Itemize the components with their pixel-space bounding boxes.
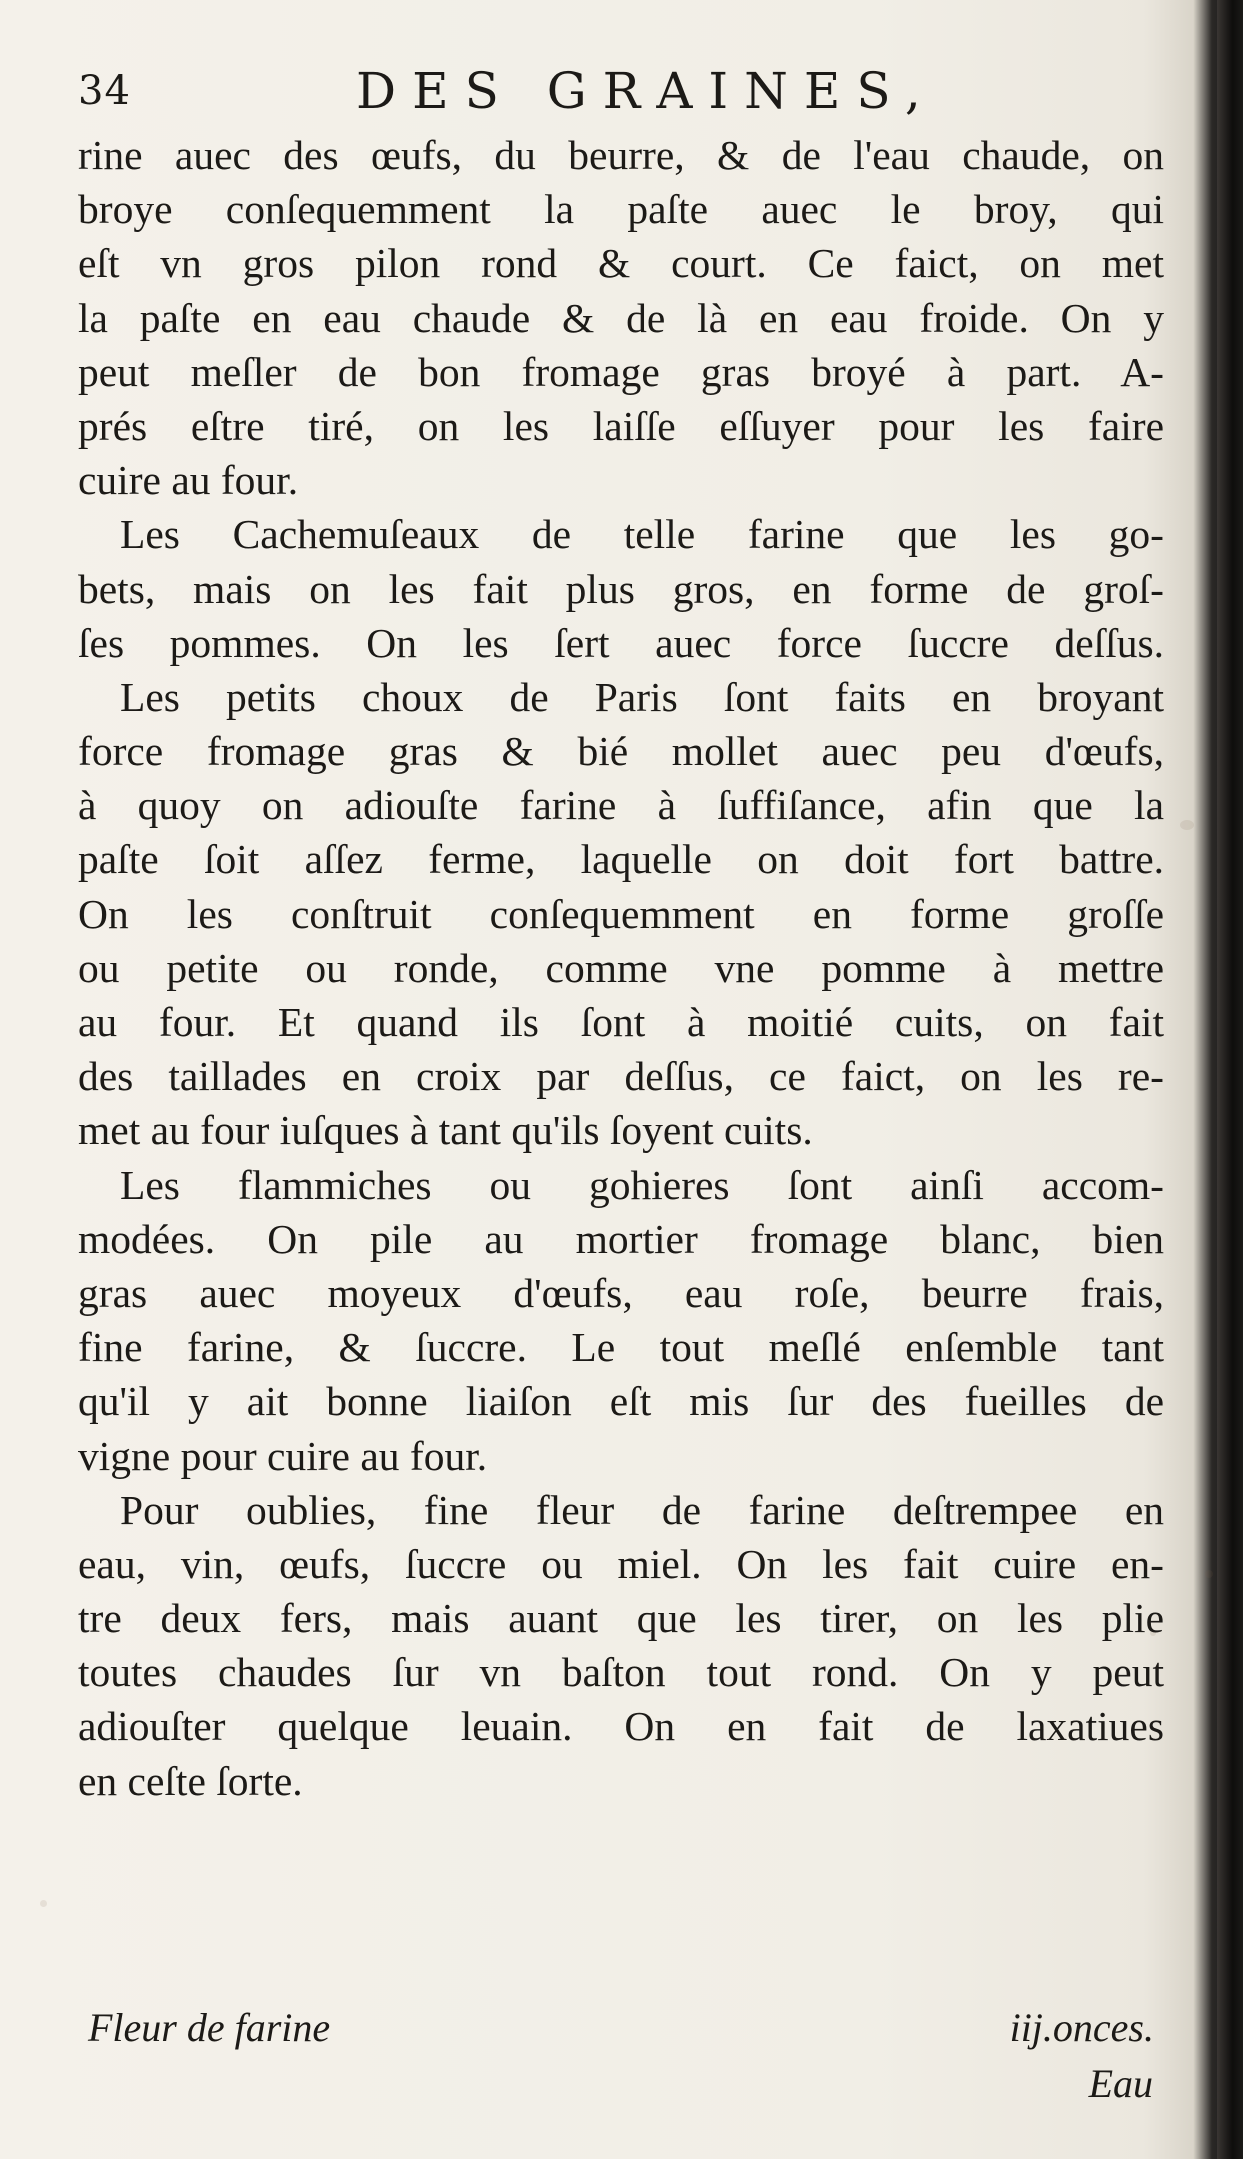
text-line: cuire au four. [78, 457, 299, 504]
page-number: 34 [78, 68, 131, 114]
text-line: gras auec moyeux d'œufs, eau roſe, beurre frais, [78, 1269, 1164, 1316]
paragraph [78, 1483, 1164, 1808]
text-line: Les flammiches ou gohieres ſont ainſi accom- [120, 1161, 1164, 1208]
body-text [78, 128, 1164, 1808]
text-line: broye conſequemment la paſte auec le broy, qui [78, 186, 1164, 233]
text-line: eſt vn gros pilon rond & court. Ce faict, on met [78, 240, 1164, 287]
text-line: peut meſler de bon fromage gras broyé à part. A- [78, 348, 1164, 395]
text-line: On les conſtruit conſequemment en forme groſſe [78, 890, 1164, 937]
catchword: Eau [1088, 2061, 1153, 2106]
text-line: Pour oublies, fine fleur de farine deſtrempee en [120, 1486, 1164, 1533]
text-line: qu'il y ait bonne liaiſon eſt mis ſur des fueilles de [78, 1378, 1164, 1425]
text-line: force fromage gras & bié mollet auec peu d'œufs, [78, 728, 1164, 775]
paper-stain [1205, 1570, 1213, 1578]
text-line: la paſte en eau chaude & de là en eau froide. On y [78, 294, 1164, 341]
text-line: eau, vin, œufs, ſuccre ou miel. On les fait cuire en- [78, 1540, 1164, 1587]
paragraph [78, 1158, 1164, 1483]
text-line: modées. On pile au mortier fromage blanc, bien [78, 1215, 1164, 1262]
text-line: vigne pour cuire au four. [78, 1432, 488, 1479]
text-line: met au four iuſques à tant qu'ils ſoyent cuits. [78, 1107, 813, 1154]
recipe-ingredient-line [88, 2004, 1158, 2056]
text-line: adiouſter quelque leuain. On en fait de laxatiues [78, 1703, 1164, 1750]
paper-stain [40, 1900, 47, 1907]
text-line: paſte ſoit aſſez ferme, laquelle on doit fort battre. [78, 836, 1164, 883]
paragraph [78, 670, 1164, 1158]
text-line: rine auec des œufs, du beurre, & de l'eau chaude, on [78, 132, 1164, 178]
text-line: fine farine, & ſuccre. Le tout meſlé enſemble tant [78, 1324, 1164, 1371]
text-line: tre deux fers, mais auant que les tirer, on les plie [78, 1595, 1164, 1642]
text-line: Les petits choux de Paris ſont faits en broyant [120, 673, 1164, 720]
text-line: en ceſte ſorte. [78, 1757, 303, 1804]
ingredient-quantity: iij.onces. [1009, 2005, 1154, 2050]
text-line: ſes pommes. On les ſert auec force ſuccre deſſus. [78, 619, 1164, 666]
text-line: au four. Et quand ils ſont à moitié cuits, on fait [78, 999, 1164, 1045]
text-line: bets, mais on les fait plus gros, en forme de groſ- [78, 565, 1164, 612]
paper-stain [1180, 820, 1194, 830]
text-line: Les Cachemuſeaux de telle farine que les go- [120, 511, 1164, 558]
ingredient-name: Fleur de farine [88, 2005, 331, 2050]
paragraph [78, 128, 1164, 507]
text-line: toutes chaudes ſur vn baſton tout rond. On y peut [78, 1649, 1164, 1696]
text-line: à quoy on adiouſte farine à ſuffiſance, afin que la [78, 782, 1164, 829]
page-header [78, 60, 1158, 130]
running-head: DES GRAINES, [356, 62, 937, 120]
book-binding-shadow [1217, 0, 1243, 2159]
paragraph [78, 507, 1164, 670]
text-line: prés eſtre tiré, on les laiſſe eſſuyer pour les faire [78, 402, 1164, 449]
text-line: ou petite ou ronde, comme vne pomme à mettre [78, 944, 1164, 991]
text-line: des taillades en croix par deſſus, ce faict, on les re- [78, 1053, 1164, 1100]
